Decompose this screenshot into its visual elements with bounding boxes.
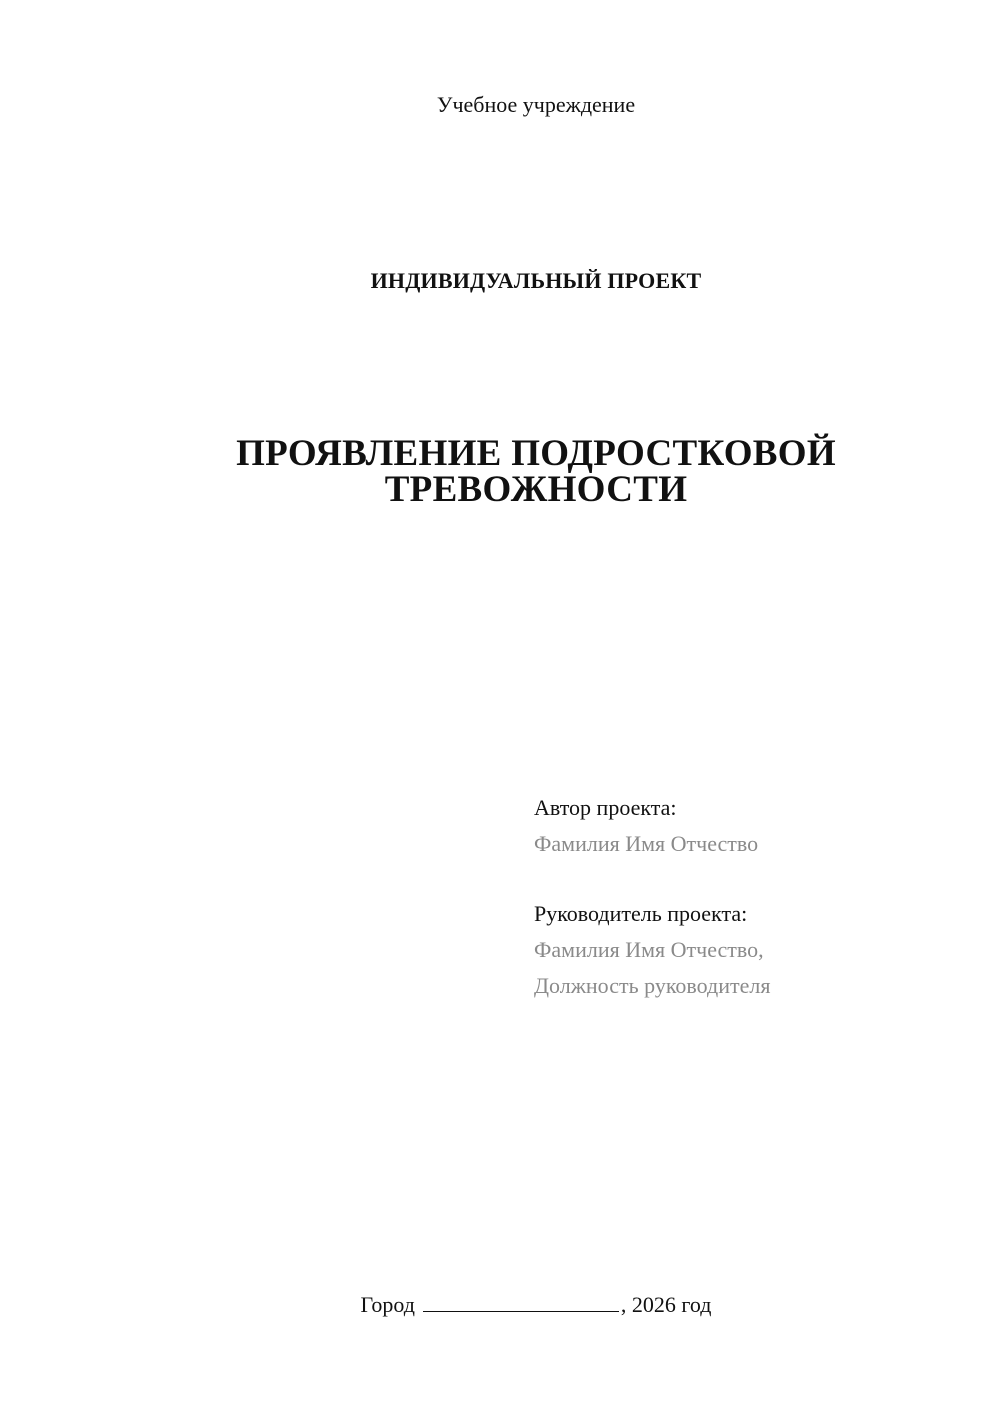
supervisor-position: Должность руководителя (534, 973, 771, 998)
city-blank-line (423, 1293, 619, 1312)
project-title-line-1: ПРОЯВЛЕНИЕ ПОДРОСТКОВОЙ (236, 433, 836, 474)
city-label: Город (360, 1292, 415, 1317)
supervisor-name: Фамилия Имя Отчество, (534, 937, 764, 962)
supervisor-label: Руководитель проекта: (534, 901, 748, 926)
author-name: Фамилия Имя Отчество (534, 831, 759, 856)
project-people-block (534, 790, 964, 1004)
project-title (0, 433, 1000, 510)
author-label: Автор проекта: (534, 795, 677, 820)
institution-name: Учебное учреждение (436, 92, 636, 117)
year-label: , 2026 год (620, 1292, 712, 1317)
info-spacer (534, 862, 964, 896)
document-type: ИНДИВИДУАЛЬНЫЙ ПРОЕКТ (370, 268, 702, 293)
project-title-line-2: ТРЕВОЖНОСТИ (384, 469, 688, 510)
city-year-line (0, 1292, 1000, 1318)
